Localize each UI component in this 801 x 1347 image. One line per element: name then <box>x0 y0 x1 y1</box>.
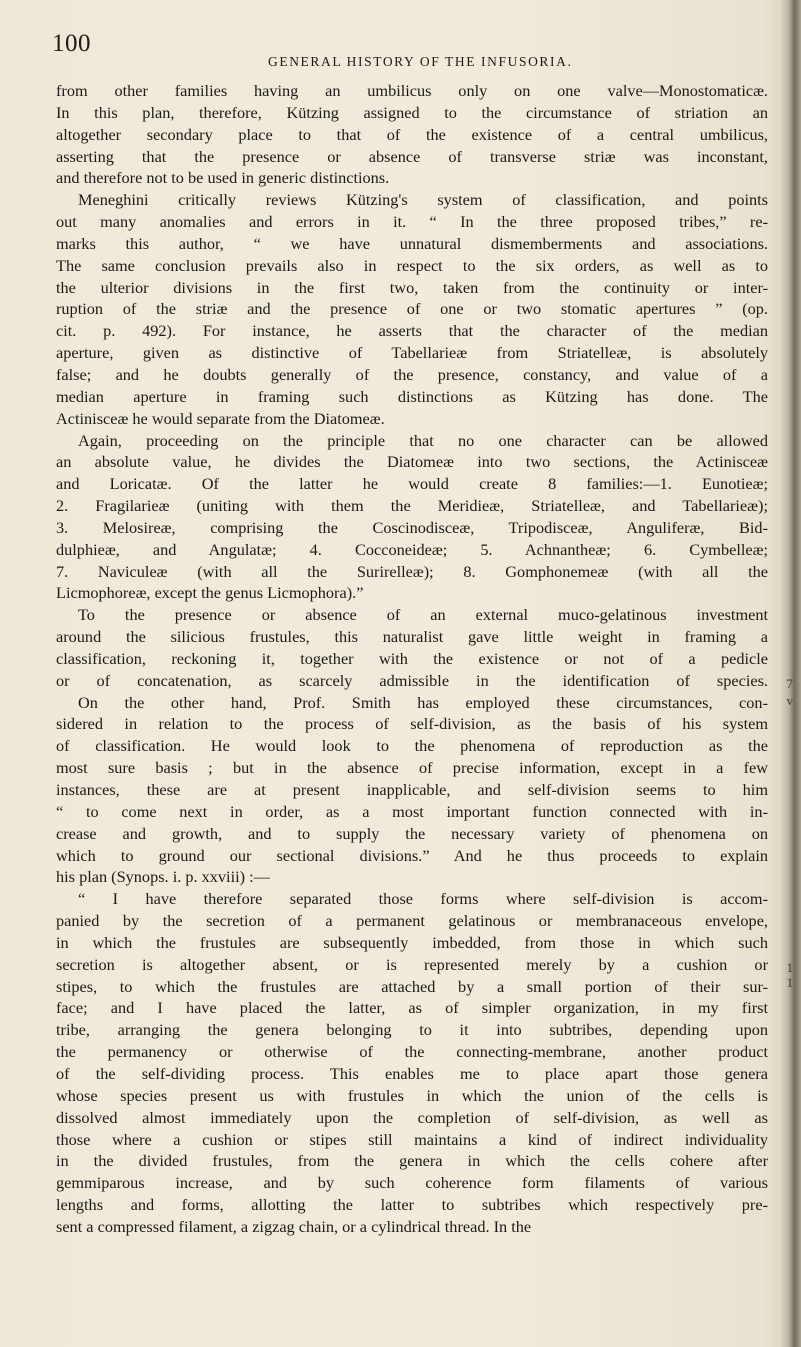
margin-mark: 1 <box>786 975 793 990</box>
text-line: which to ground our sectional divisions.” And he thus proceeds to explain <box>56 845 768 865</box>
text-line: his plan (Synops. i. p. xxviii) :— <box>56 867 270 887</box>
text-line: out many anomalies and errors in it. “ In the three proposed tribes,” re- <box>56 212 768 232</box>
text-line: cit. p. 492). For instance, he asserts that the character of the median <box>56 321 768 341</box>
text-line: the ulterior divisions in the first two, taken from the continuity or inter- <box>56 277 768 297</box>
text-line: Licmophoreæ, except the genus Licmophora).” <box>56 583 364 603</box>
text-line: marks this author, “ we have unnatural dismemberments and associations. <box>56 233 768 253</box>
text-line: “ I have therefore separated those forms where self-division is accom- <box>78 889 768 909</box>
text-line: from other families having an umbilicus only on one valve—Monostomaticæ. <box>56 81 768 100</box>
text-line: stipes, to which the frustules are attached by a small portion of their sur- <box>56 976 768 996</box>
text-line: sidered in relation to the process of self-division, as the basis of his system <box>56 714 768 734</box>
body-text <box>56 80 768 1238</box>
text-line: gemmiparous increase, and by such coherence form filaments of various <box>56 1173 768 1193</box>
text-line: To the presence or absence of an external muco-gelatinous investment <box>78 605 768 625</box>
text-line: in the divided frustules, from the genera in which the cells cohere after <box>56 1151 768 1171</box>
text-line: whose species present us with frustules in which the union of the cells is <box>56 1085 768 1105</box>
running-head: GENERAL HISTORY OF THE INFUSORIA. <box>268 54 573 69</box>
text-line: and Loricatæ. Of the latter he would create 8 families:—1. Eunotieæ; <box>56 474 768 494</box>
text-line: 2. Fragilarieæ (uniting with them the Meridieæ, Striatelleæ, and Tabellarieæ); <box>56 496 768 516</box>
text-line: instances, these are at present inapplicable, and self-division seems to him <box>56 780 768 799</box>
text-line: those where a cushion or stipes still maintains a kind of indirect individuality <box>56 1129 768 1149</box>
text-line: dulphieæ, and Angulatæ; 4. Cocconeideæ; 5. Achnantheæ; 6. Cymbelleæ; <box>56 539 768 559</box>
text-line: Again, proceeding on the principle that no one character can be allowed <box>78 430 768 450</box>
text-line: false; and he doubts generally of the presence, constancy, and value of a <box>56 364 768 384</box>
text-line: 3. Melosireæ, comprising the Coscinodisceæ, Tripodisceæ, Anguliferæ, Bid- <box>56 517 768 537</box>
text-line: altogether secondary place to that of the existence of a central umbilicus, <box>56 124 768 144</box>
text-line: tribe, arranging the genera belonging to it into subtribes, depending upon <box>56 1020 768 1040</box>
text-line: panied by the secretion of a permanent gelatinous or membranaceous envelope, <box>56 911 768 931</box>
text-line: the permanency or otherwise of the connecting-membrane, another product <box>56 1042 768 1062</box>
text-line: In this plan, therefore, Kützing assigned to the circumstance of striation an <box>56 102 768 122</box>
text-line: Actinisceæ he would separate from the Diatomeæ. <box>56 408 385 428</box>
text-line: asserting that the presence or absence of transverse striæ was inconstant, <box>56 146 768 166</box>
text-line: an absolute value, he divides the Diatomeæ into two sections, the Actinisceæ <box>56 452 768 472</box>
text-line: in which the frustules are subsequently imbedded, from those in which such <box>56 932 768 952</box>
margin-mark: v <box>786 693 793 708</box>
text-line: around the silicious frustules, this naturalist gave little weight in framing a <box>56 627 768 647</box>
text-line: of classification. He would look to the phenomena of reproduction as the <box>56 736 768 756</box>
page-edge-shadow <box>779 0 801 1347</box>
text-line: secretion is altogether absent, or is represented merely by a cushion or <box>56 954 768 974</box>
page-number: 100 <box>52 30 91 57</box>
text-line: lengths and forms, allotting the latter to subtribes which respectively pre- <box>56 1195 768 1215</box>
text-line: classification, reckoning it, together with the existence or not of a pedicle <box>56 648 768 668</box>
text-line: dissolved almost immediately upon the completion of self-division, as well as <box>56 1107 768 1127</box>
text-line: of the self-dividing process. This enables me to place apart those genera <box>56 1063 768 1083</box>
text-line: median aperture in framing such distinctions as Kützing has done. The <box>56 386 768 406</box>
margin-mark: 7 <box>786 676 793 691</box>
text-line: “ to come next in order, as a most important function connected with in- <box>56 801 768 821</box>
margin-mark: 1 <box>786 960 793 975</box>
page-header <box>0 0 801 80</box>
text-line: most sure basis ; but in the absence of precise information, except in a few <box>56 758 768 778</box>
text-line: ruption of the striæ and the presence of one or two stomatic apertures ” (op. <box>56 299 768 319</box>
text-line: The same conclusion prevails also in respect to the six orders, as well as to <box>56 255 768 275</box>
text-line: aperture, given as distinctive of Tabellarieæ from Striatelleæ, is absolutely <box>56 343 768 363</box>
text-line: sent a compressed filament, a zigzag chain, or a cylindrical thread. In the <box>56 1216 532 1236</box>
text-line: 7. Naviculeæ (with all the Surirelleæ); 8. Gomphonemeæ (with all the <box>56 561 768 581</box>
text-line: face; and I have placed the latter, as of simpler organization, in my first <box>56 998 768 1018</box>
text-line: Meneghini critically reviews Kützing's system of classification, and points <box>78 190 768 210</box>
text-line: crease and growth, and to supply the necessary variety of phenomena on <box>56 823 768 843</box>
text-line: and therefore not to be used in generic distinctions. <box>56 168 390 188</box>
text-line: On the other hand, Prof. Smith has employed these circumstances, con- <box>78 692 768 712</box>
text-line: or of concatenation, as scarcely admissible in the identification of species. <box>56 670 768 690</box>
